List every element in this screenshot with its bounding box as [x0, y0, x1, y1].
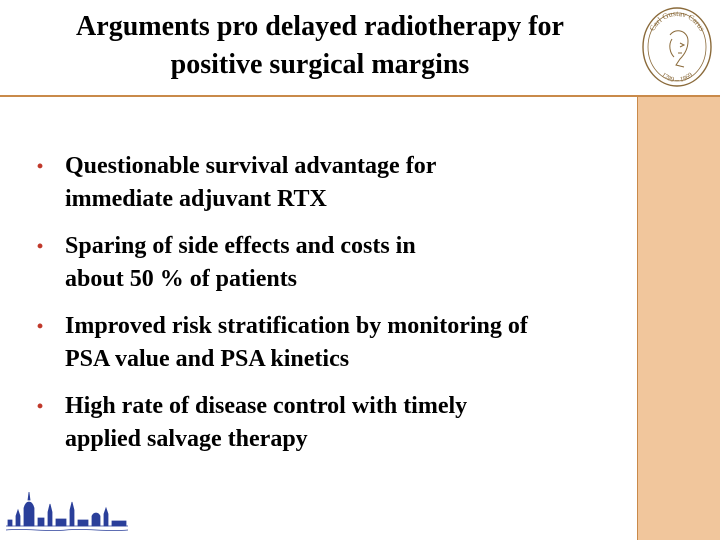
- bullet-item: [30, 390, 620, 456]
- slide-title: [16, 8, 624, 84]
- bullet-text: Questionable survival advantage for: [65, 153, 437, 179]
- bullet-item: [30, 150, 620, 216]
- side-accent-band: [637, 97, 720, 540]
- bullet-dot-icon: •: [36, 316, 44, 336]
- bullet-text: immediate adjuvant RTX: [65, 186, 327, 212]
- bullet-text: about 50 % of patients: [65, 266, 298, 292]
- bullet-text: Sparing of side effects and costs in: [65, 233, 416, 259]
- seal-portrait-icon: [670, 31, 688, 67]
- side-accent-line: [637, 97, 638, 540]
- bullet-dot-icon: •: [36, 156, 44, 176]
- title-divider: [0, 95, 720, 97]
- bullet-text: PSA value and PSA kinetics: [65, 346, 350, 372]
- bullet-text: Improved risk stratification by monitoring of: [65, 313, 528, 339]
- slide-title-line-1: Arguments pro delayed radiotherapy for: [76, 11, 564, 42]
- bullet-item: [30, 310, 620, 376]
- bullet-dot-icon: •: [36, 236, 44, 256]
- seal-name-text: Carl Gustav Carus: [647, 8, 707, 33]
- bullet-dot-icon: •: [36, 396, 44, 416]
- slide-title-line-2: positive surgical margins: [170, 49, 470, 80]
- seal-years-text: 1789 – 1869: [659, 70, 695, 84]
- bullet-text: applied salvage therapy: [65, 426, 308, 452]
- bullet-list: [30, 150, 620, 470]
- bullet-item: [30, 230, 620, 296]
- bullet-text: High rate of disease control with timely: [65, 393, 468, 419]
- dresden-skyline-logo: [6, 486, 128, 534]
- carus-seal-logo: [640, 5, 714, 89]
